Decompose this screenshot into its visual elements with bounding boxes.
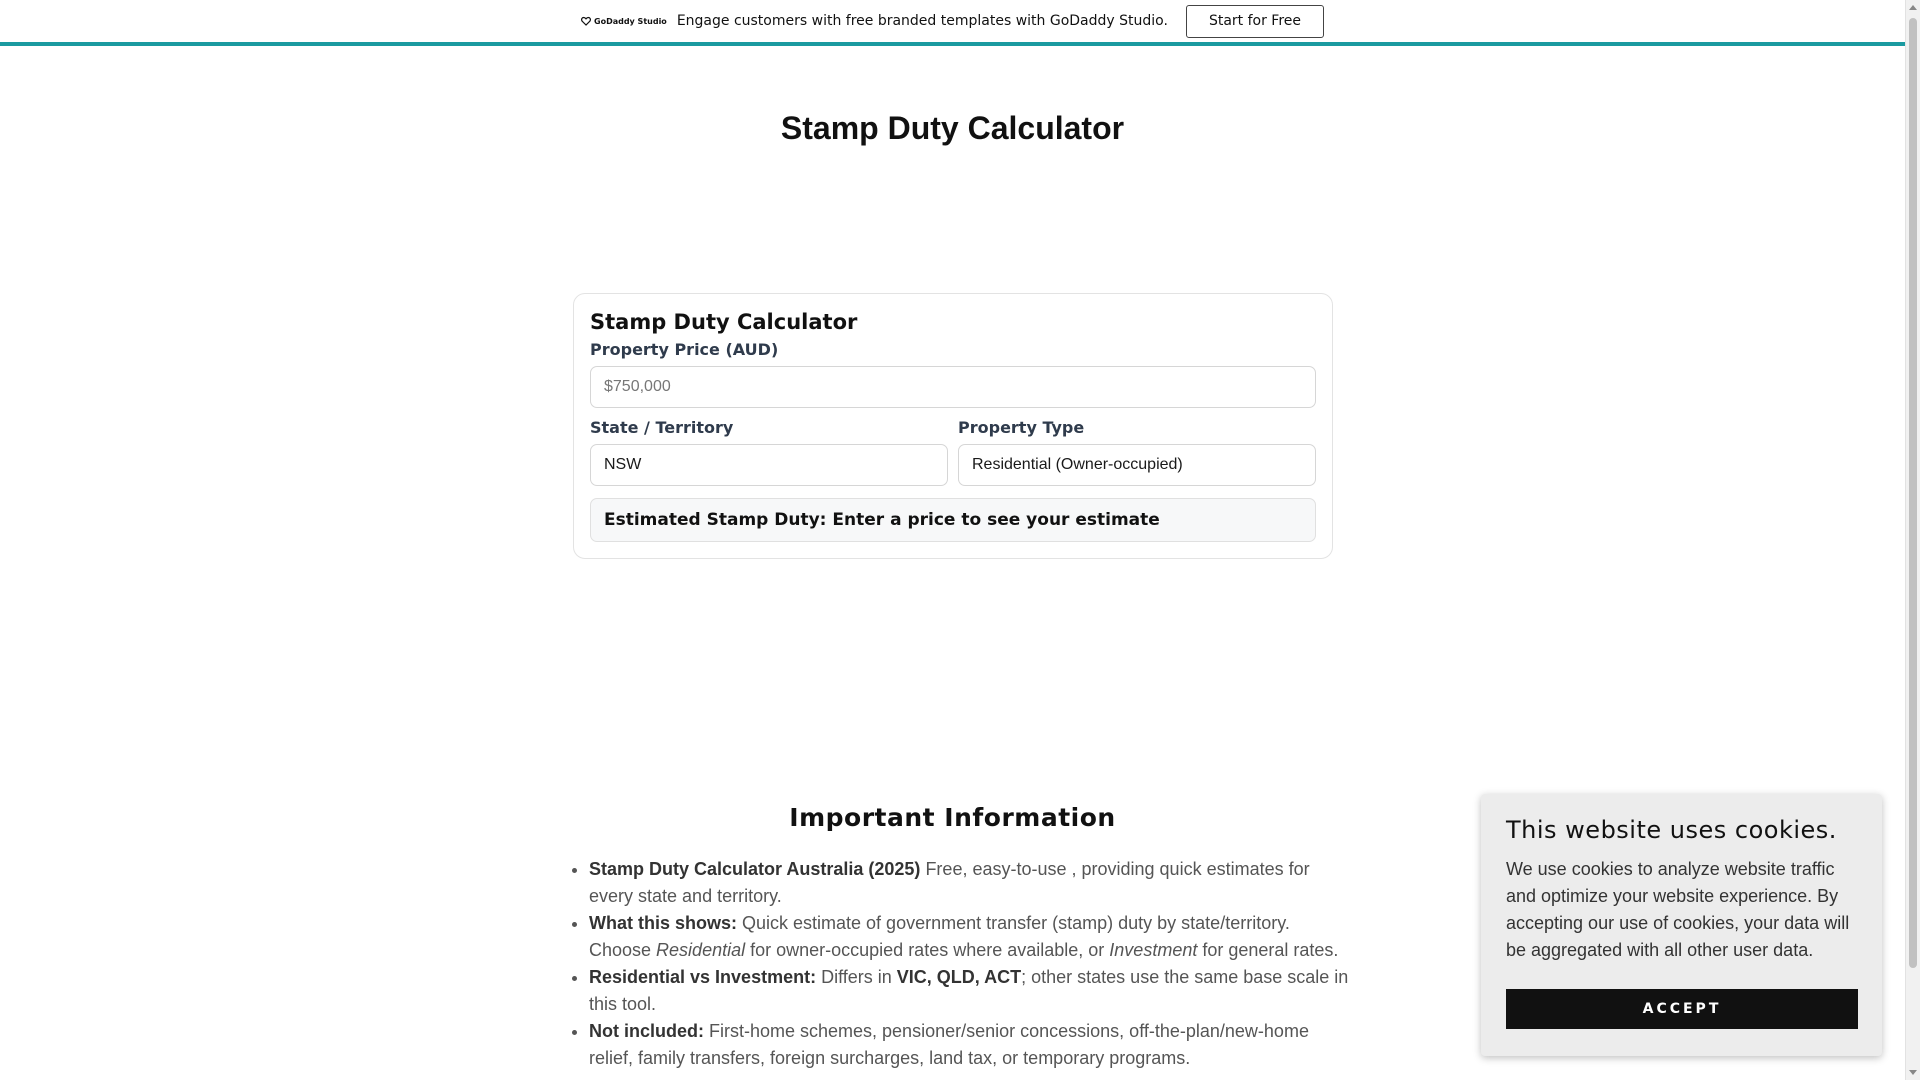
- state-territory-select[interactable]: NSW: [590, 444, 948, 486]
- estimated-stamp-duty-result: Estimated Stamp Duty: Enter a price to see your estimate: [590, 498, 1316, 542]
- stamp-duty-calculator-card: [573, 293, 1333, 559]
- list-item-text: ; other states use the same base scale in this tool.: [589, 967, 1349, 1014]
- page-title: Stamp Duty Calculator: [780, 110, 1125, 146]
- promo-banner: [0, 0, 1905, 46]
- list-item-text: for owner-occupied rates where available, or: [745, 940, 1110, 960]
- godaddy-heart-icon: [581, 16, 591, 26]
- scroll-down-arrow-icon[interactable]: [1909, 1070, 1917, 1075]
- important-information-heading: Important Information: [789, 803, 1116, 832]
- list-item-text: Quick estimate of government transfer (stamp) duty by state/territory. Choose: [589, 913, 1290, 960]
- cookie-title: This website uses cookies.: [1506, 816, 1837, 844]
- accept-cookies-button[interactable]: ACCEPT: [1506, 989, 1858, 1029]
- list-item: [589, 1018, 1349, 1072]
- list-item-emphasis: Residential: [656, 940, 746, 960]
- calculator-title: Stamp Duty Calculator: [590, 310, 858, 334]
- list-item-text: for general rates.: [1197, 940, 1339, 960]
- list-item-text: Differs in: [816, 967, 897, 987]
- list-item: [589, 964, 1349, 1018]
- list-item-heading: Residential vs Investment:: [589, 967, 817, 987]
- godaddy-studio-logo: [581, 16, 667, 26]
- list-item-strong: VIC, QLD, ACT: [896, 967, 1022, 987]
- important-information-list: [589, 856, 1349, 1072]
- list-item: [589, 856, 1349, 910]
- vertical-scrollbar[interactable]: [1905, 0, 1920, 1080]
- list-item-heading: What this shows:: [589, 913, 737, 933]
- promo-message: Engage customers with free branded templates with GoDaddy Studio.: [676, 13, 1168, 29]
- start-for-free-button[interactable]: Start for Free: [1186, 5, 1324, 38]
- property-price-input[interactable]: $750,000: [590, 366, 1316, 408]
- list-item-heading: Not included:: [589, 1021, 704, 1041]
- cookie-text: We use cookies to analyze website traffic and optimize your website experience. By accepting our use of cookies, your data will be aggregated with all other user data.: [1506, 859, 1850, 960]
- scroll-thumb[interactable]: [1909, 18, 1917, 968]
- property-type-label: Property Type: [958, 418, 1085, 437]
- property-type-select[interactable]: Residential (Owner-occupied): [958, 444, 1316, 486]
- list-item-text: Free, easy-to-use , providing quick estimates for every state and territory.: [589, 859, 1310, 906]
- cookie-consent-banner: [1481, 794, 1882, 1056]
- property-price-label: Property Price (AUD): [590, 340, 779, 359]
- promo-logo-text: GoDaddy Studio: [594, 16, 667, 26]
- scroll-up-arrow-icon[interactable]: [1909, 5, 1917, 10]
- list-item-text: First-home schemes, pensioner/senior concessions, off-the-plan/new-home relief, family transfers, foreign surcharges, land tax, or temporary programs.: [589, 1021, 1309, 1068]
- list-item-heading: Stamp Duty Calculator Australia (2025): [589, 859, 921, 879]
- list-item: [589, 910, 1349, 964]
- state-territory-label: State / Territory: [590, 418, 734, 437]
- list-item-emphasis: Investment: [1109, 940, 1198, 960]
